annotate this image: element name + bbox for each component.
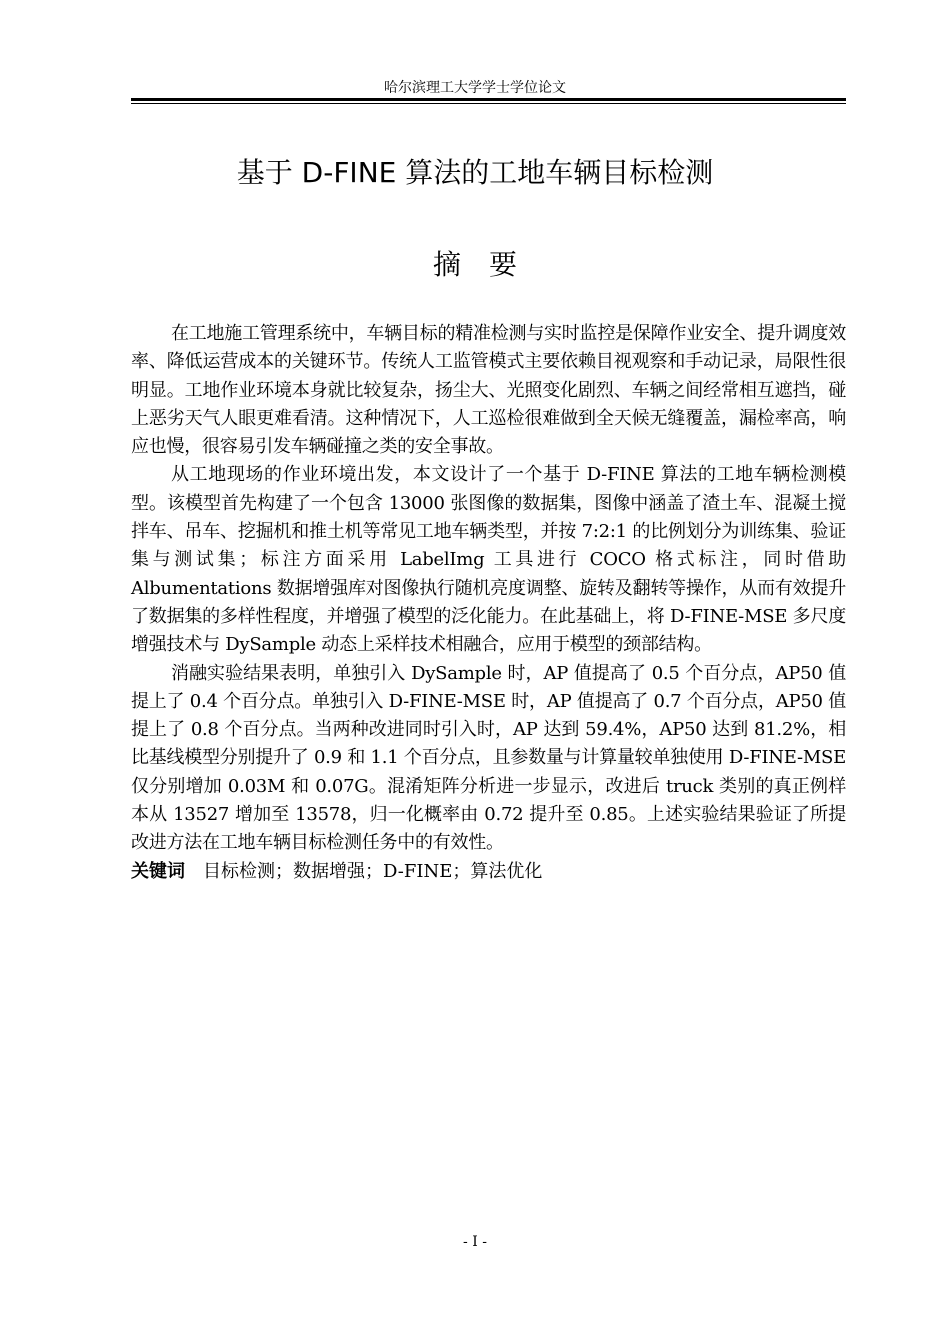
keywords-line (131, 858, 846, 886)
paper-title: 基于 D-FINE 算法的工地车辆目标检测 (236, 156, 714, 189)
abstract-paragraph-2: 从工地现场的作业环境出发，本文设计了一个基于 D-FINE 算法的工地车辆检测模型。该模型首先构建了一个包含 13000 张图像的数据集，图像中涵盖了渣土车、混凝土搅拌车、吊车、挖掘机和推土机等常见工地车辆类型，并按 7:2:1 的比例划分为训练集、验证集与测试集；标注方面采用 LabelImg 工具进行 COCO 格式标注，同时借助 Albumentations 数据增强库对图像执行随机亮度调整、旋转及翻转等操作，从而有效提升了数据集的多样性程度，并增强了模型的泛化能力。在此基础上，将 D-FINE-MSE 多尺度增强技术与 DySample 动态上采样技术相融合，应用于模型的颈部结构。 (131, 464, 846, 656)
running-header: 哈尔滨理工大学学士学位论文 (384, 80, 566, 96)
abstract-paragraph-3: 消融实验结果表明，单独引入 DySample 时，AP 值提高了 0.5 个百分点，AP50 值提上了 0.4 个百分点。单独引入 D-FINE-MSE 时，AP 值提高了 0.7 个百分点，AP50 值提上了 0.8 个百分点。当两种改进同时引入时，AP 达到 59.4%，AP50 达到 81.2%，相比基线模型分别提升了 0.9 和 1.1 个百分点，且参数量与计算量较单独使用 D-FINE-MSE 仅分别增加 0.03M 和 0.07G。混淆矩阵分析进一步显示，改进后 truck 类别的真正例样本从 13527 增加至 13578，归一化概率由 0.72 提升至 0.85。上述实验结果验证了所提改进方法在工地车辆目标检测任务中的有效性。 (131, 662, 847, 854)
abstract-body (131, 320, 846, 886)
abstract-heading: 摘要 (432, 248, 545, 281)
header-rule-thick (131, 98, 846, 101)
page-number: - I - (463, 1234, 487, 1250)
keywords-list: 目标检测；数据增强；D-FINE；算法优化 (203, 860, 543, 882)
abstract-paragraph-1: 在工地施工管理系统中，车辆目标的精准检测与实时监控是保障作业安全、提升调度效率、降低运营成本的关键环节。传统人工监管模式主要依赖目视观察和手动记录，局限性很明显。工地作业环境本身就比较复杂，扬尘大、光照变化剧烈、车辆之间经常相互遮挡，碰上恶劣天气人眼更难看清。这种情况下，人工巡检很难做到全天候无缝覆盖，漏检率高，响应也慢，很容易引发车辆碰撞之类的安全事故。 (131, 323, 846, 458)
keywords-label: 关键词 (131, 860, 185, 882)
header-rule-thin (131, 103, 846, 104)
